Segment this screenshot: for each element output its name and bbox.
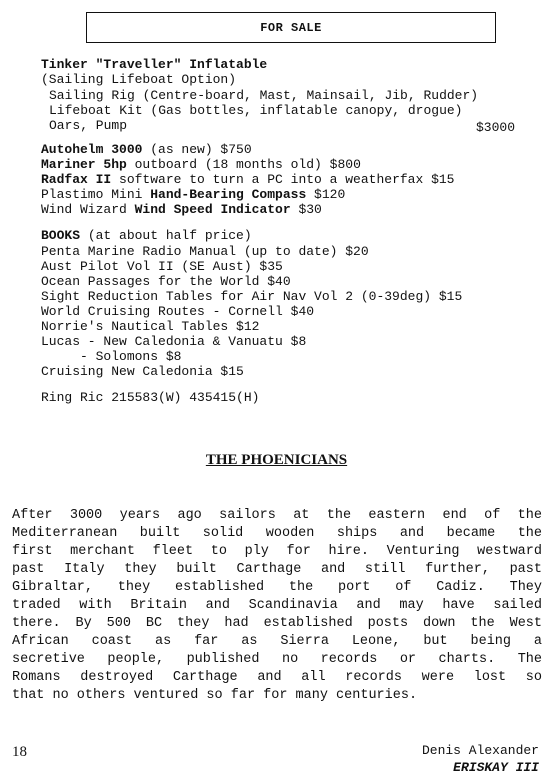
tinker-rig: Sailing Rig (Centre-board, Mast, Mainsail, Jib, Rudder) — [49, 88, 479, 103]
article-line: past Italy they built Carthage and still further, past — [12, 562, 542, 577]
for-sale-banner — [86, 12, 496, 43]
item-autohelm: Autohelm 3000 (as new) $750 — [41, 142, 252, 157]
contact-line: Ring Ric 215583(W) 435415(H) — [41, 390, 260, 405]
book-line: Aust Pilot Vol II (SE Aust) $35 — [41, 259, 283, 274]
article-title: THE PHOENICIANS — [205, 452, 348, 468]
book-line: Norrie's Nautical Tables $12 — [41, 319, 260, 334]
for-sale-title: FOR SALE — [260, 20, 322, 35]
book-line: Sight Reduction Tables for Air Nav Vol 2 (0-39deg) $15 — [41, 289, 463, 304]
article-line: Mediterranean built solid wooden ships and became the — [12, 526, 542, 541]
book-line: Penta Marine Radio Manual (up to date) $20 — [41, 244, 369, 259]
article-line: After 3000 years ago sailors at the eastern end of the — [12, 508, 542, 523]
tinker-kit: Lifeboat Kit (Gas bottles, inflatable canopy, drogue) — [49, 103, 463, 118]
item-compass: Plastimo Mini Hand-Bearing Compass $120 — [41, 187, 346, 202]
page-number: 18 — [12, 744, 27, 760]
article-line: first merchant fleet to ply for hire. Venturing westward — [12, 544, 542, 559]
tinker-price: $3000 — [476, 120, 516, 135]
book-line: Cruising New Caledonia $15 — [41, 364, 244, 379]
tinker-subtitle: (Sailing Lifeboat Option) — [41, 72, 237, 87]
tinker-oars: Oars, Pump — [49, 118, 128, 133]
book-line: World Cruising Routes - Cornell $40 — [41, 304, 315, 319]
book-line: Ocean Passages for the World $40 — [41, 274, 291, 289]
book-line: Lucas - New Caledonia & Vanuatu $8 — [41, 334, 307, 349]
article-line: Gibraltar, they established the port of Cadiz. They — [12, 580, 542, 595]
article-line: traded with Britain and Scandinavia and may have sailed — [12, 598, 542, 613]
item-mariner: Mariner 5hp outboard (18 months old) $800 — [41, 157, 361, 172]
item-wind-wizard: Wind Wizard Wind Speed Indicator $30 — [41, 202, 322, 217]
article-line: secretive people, published no records or charts. The — [12, 652, 542, 667]
article-line: that no others ventured so far for many centuries. — [12, 688, 418, 703]
book-line: - Solomons $8 — [41, 349, 182, 364]
author-name: Denis Alexander — [421, 743, 539, 758]
books-heading: BOOKS (at about half price) — [41, 228, 252, 243]
item-radfax: Radfax II software to turn a PC into a weatherfax $15 — [41, 172, 455, 187]
article-line: African coast as far as Sierra Leone, but being a — [12, 634, 542, 649]
boat-name: ERISKAY III — [453, 760, 539, 775]
article-line: there. By 500 BC they had established posts down the West — [12, 616, 542, 631]
author-block — [422, 742, 539, 776]
article-body — [12, 507, 542, 705]
tinker-title: Tinker "Traveller" Inflatable — [41, 57, 268, 72]
article-line: Romans destroyed Carthage and all records were lost so — [12, 670, 542, 685]
